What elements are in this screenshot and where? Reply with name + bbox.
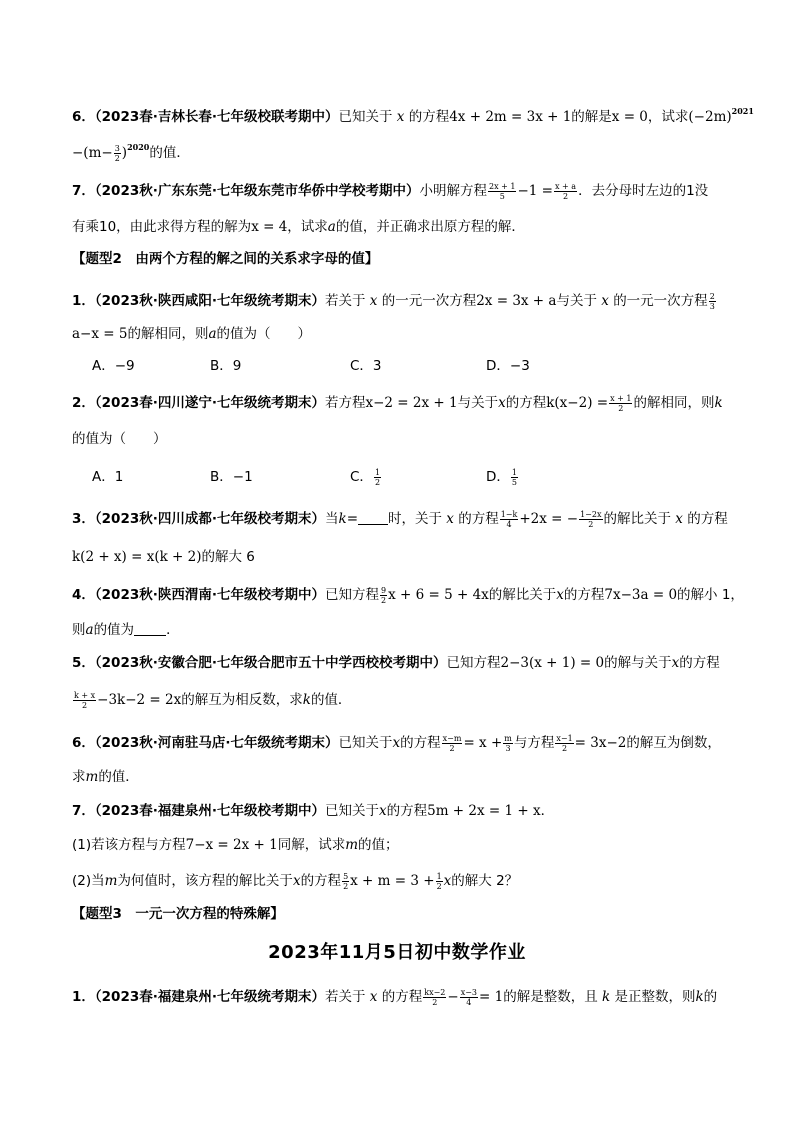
option-label: C． bbox=[350, 469, 373, 485]
text: 的解比关于 bbox=[603, 511, 671, 527]
question-number: 4． bbox=[72, 587, 95, 603]
question-7b-part1 bbox=[72, 835, 732, 855]
text: (2)当 bbox=[72, 873, 105, 889]
text: 的值为 bbox=[93, 622, 135, 638]
fill-blank[interactable] bbox=[358, 510, 388, 525]
denominator: 5 bbox=[511, 477, 517, 487]
section-heading: 【题型2 由两个方程的解之间的关系求字母的值】 bbox=[72, 251, 379, 267]
text: 的方程 bbox=[381, 989, 423, 1005]
variable: a bbox=[208, 326, 217, 342]
text: 的解相同，则 bbox=[127, 326, 209, 342]
equation: −3k−2 = 2x bbox=[97, 692, 182, 708]
question-1-line2 bbox=[72, 324, 732, 344]
question-source: （2023秋·广东东莞·七年级东莞市华侨中学校考期中） bbox=[94, 183, 420, 199]
text: 为何值时，该方程的解比关于 bbox=[117, 873, 293, 889]
exponent: 2021 bbox=[731, 106, 754, 116]
question-number: 6． bbox=[72, 109, 95, 125]
variable: m bbox=[104, 873, 118, 889]
question-number: 7． bbox=[72, 803, 95, 819]
option-b[interactable]: B．−1 bbox=[210, 469, 253, 485]
fraction bbox=[442, 734, 463, 753]
question-2 bbox=[72, 393, 732, 413]
question-7b bbox=[72, 801, 732, 821]
text: ． bbox=[540, 803, 555, 819]
fraction bbox=[114, 144, 121, 163]
question-2-line2 bbox=[72, 429, 732, 449]
text: 的值，并正确求出原方程的解． bbox=[335, 219, 525, 235]
question-source: （2023春·吉林长春·七年级校联考期中） bbox=[94, 109, 339, 125]
fraction bbox=[380, 586, 387, 605]
variable: x bbox=[601, 293, 609, 309]
question-6a-line2 bbox=[72, 137, 732, 163]
text: 的解大 6 bbox=[201, 549, 255, 565]
numerator: 1 bbox=[436, 871, 442, 881]
equation: 7−x = 2x + 1 bbox=[185, 837, 278, 853]
fraction bbox=[609, 394, 632, 413]
text: 的解互为倒数， bbox=[626, 735, 721, 751]
numerator: 1−k bbox=[500, 509, 518, 519]
variable: x bbox=[671, 655, 680, 671]
question-number: 7． bbox=[72, 183, 95, 199]
denominator: 4 bbox=[506, 519, 512, 529]
text: 的方程 bbox=[400, 735, 441, 751]
text: 若关于 bbox=[325, 989, 366, 1005]
question-source: （2023秋·陕西咸阳·七年级统考期末） bbox=[94, 293, 325, 309]
expression: +2x = − bbox=[519, 511, 579, 527]
text: 的方程 bbox=[505, 395, 547, 411]
variable: m bbox=[85, 769, 99, 785]
denominator: 2 bbox=[82, 700, 88, 710]
text: 的方程 bbox=[687, 511, 728, 527]
option-d[interactable]: D．−3 bbox=[486, 358, 530, 374]
text: 已知方程 bbox=[446, 655, 501, 671]
expression: (−2m) bbox=[688, 109, 732, 125]
text: 的方程 bbox=[563, 587, 605, 603]
equation: x + m = 3 + bbox=[350, 873, 435, 889]
fraction bbox=[500, 510, 519, 529]
denominator: 2 bbox=[114, 153, 120, 163]
text: 与方程 bbox=[513, 735, 555, 751]
numerator: 1 bbox=[511, 467, 517, 477]
text: 同解，试求 bbox=[277, 837, 346, 853]
solution: x = 4 bbox=[251, 219, 288, 235]
text: 的值为（ ） bbox=[72, 431, 167, 447]
question-source: （2023秋·河南驻马店·七年级统考期末） bbox=[94, 735, 339, 751]
text: 有乘10，由此求得方程的解为 bbox=[72, 219, 252, 235]
numerator: 1 bbox=[374, 467, 381, 477]
fraction bbox=[374, 468, 381, 487]
option-label: D． bbox=[486, 469, 510, 485]
variable: x bbox=[379, 803, 387, 819]
fraction bbox=[579, 510, 602, 529]
fraction bbox=[342, 872, 349, 891]
fraction bbox=[436, 872, 443, 891]
text: 求 bbox=[72, 769, 86, 785]
text: ． bbox=[166, 622, 180, 638]
text: ．去分母时左边的1没 bbox=[578, 183, 709, 199]
numerator: 9 bbox=[381, 585, 387, 595]
equation: x + 6 = 5 + 4x bbox=[388, 587, 489, 603]
equals-sign: = bbox=[346, 511, 358, 527]
denominator: 4 bbox=[466, 997, 472, 1007]
variable: k bbox=[302, 692, 311, 708]
denominator: 3 bbox=[505, 743, 511, 753]
denominator: 2 bbox=[343, 881, 349, 891]
fill-blank[interactable] bbox=[134, 621, 166, 636]
equation: 7x−3a = 0 bbox=[604, 587, 678, 603]
variable: x bbox=[369, 293, 378, 309]
text: 的值． bbox=[310, 692, 352, 708]
expression: = x + bbox=[463, 735, 503, 751]
equation: 4x + 2m = 3x + 1 bbox=[449, 109, 572, 125]
numerator: x−m bbox=[442, 733, 462, 743]
question-number: 5． bbox=[72, 655, 95, 671]
numerator: 2 bbox=[709, 291, 715, 301]
denominator: 2 bbox=[374, 477, 381, 487]
text: 的方程 bbox=[458, 511, 499, 527]
text: 小明解方程 bbox=[419, 183, 487, 199]
text: 的解比关于 bbox=[488, 587, 557, 603]
equation: a−x = 5 bbox=[72, 326, 128, 342]
variable: x bbox=[292, 873, 301, 889]
variable: x bbox=[443, 873, 452, 889]
question-source: （2023秋·陕西渭南·七年级校考期中） bbox=[94, 587, 325, 603]
question-number: 6． bbox=[72, 735, 95, 751]
text: 的解相同，则 bbox=[633, 395, 715, 411]
fraction bbox=[73, 691, 96, 710]
numerator: kx−2 bbox=[424, 987, 446, 997]
text: 的方程 bbox=[679, 655, 720, 671]
text: 则 bbox=[72, 622, 86, 638]
question-number: 2． bbox=[72, 395, 95, 411]
expression: −(m− bbox=[72, 145, 113, 161]
denominator: 2 bbox=[561, 743, 568, 753]
numerator: 5 bbox=[343, 871, 349, 881]
numerator: k + x bbox=[74, 690, 96, 700]
variable: a bbox=[327, 219, 336, 235]
fraction bbox=[503, 734, 513, 753]
denominator: 3 bbox=[709, 301, 715, 311]
text: (1)若该方程与方程 bbox=[72, 837, 186, 853]
numerator: x + 1 bbox=[610, 393, 632, 403]
text: 当 bbox=[325, 511, 339, 527]
text: 的解与关于 bbox=[604, 655, 672, 671]
variable: k bbox=[714, 395, 723, 411]
text: ，试求 bbox=[647, 109, 689, 125]
question-number: 1． bbox=[72, 989, 95, 1005]
text: 时，关于 bbox=[388, 511, 442, 527]
text: 已知关于 bbox=[338, 109, 393, 125]
text: 的解小 1， bbox=[677, 587, 744, 603]
option-a[interactable]: A．−9 bbox=[92, 358, 135, 374]
text: 若关于 bbox=[325, 293, 366, 309]
equation: k(2 + x) = x(k + 2) bbox=[72, 549, 202, 565]
question-4 bbox=[72, 585, 744, 605]
numerator: x + a bbox=[555, 181, 577, 191]
exponent: 2020 bbox=[127, 142, 150, 152]
question-7b-part2 bbox=[72, 871, 732, 891]
question-source: （2023秋·四川成都·七年级校考期末） bbox=[94, 511, 325, 527]
denominator: 2 bbox=[588, 519, 594, 529]
text: 的值为（ ） bbox=[216, 326, 312, 342]
variable: m bbox=[345, 837, 359, 853]
text: 的解是 bbox=[571, 109, 612, 125]
fraction bbox=[555, 734, 573, 753]
numerator: x−3 bbox=[460, 987, 477, 997]
question-number: 1． bbox=[72, 293, 95, 309]
denominator: 2 bbox=[618, 403, 624, 413]
solution: x = 0 bbox=[611, 109, 648, 125]
text: 的方程 bbox=[386, 803, 428, 819]
variable: x bbox=[369, 989, 378, 1005]
question-7a bbox=[72, 181, 732, 201]
equation: 2−3(x + 1) = 0 bbox=[500, 655, 605, 671]
denominator: 2 bbox=[562, 191, 569, 201]
numerator: 1−2x bbox=[580, 509, 602, 519]
text: 的一元一次方程 bbox=[381, 293, 477, 309]
denominator: 2 bbox=[432, 997, 438, 1007]
denominator: 2 bbox=[381, 595, 387, 605]
question-source: （2023春·福建泉州·七年级校考期中） bbox=[94, 803, 325, 819]
text: 的解互为相反数，求 bbox=[181, 692, 303, 708]
text: 的方程 bbox=[300, 873, 342, 889]
expression: −1 = bbox=[517, 183, 553, 199]
text: 的一元一次方程 bbox=[613, 293, 708, 309]
text: 已知关于 bbox=[338, 735, 393, 751]
denominator: 5 bbox=[499, 191, 505, 201]
variable: x bbox=[498, 395, 506, 411]
numerator: x−1 bbox=[556, 733, 573, 743]
variable: x bbox=[392, 735, 401, 751]
text: 的解大 2？ bbox=[451, 873, 519, 889]
question-6b bbox=[72, 733, 732, 753]
homework-banner: 2023年11月5日初中数学作业 bbox=[268, 942, 526, 963]
text: 的值． bbox=[149, 145, 190, 161]
denominator: 2 bbox=[436, 881, 442, 891]
fraction bbox=[511, 468, 518, 487]
question-6b-line2 bbox=[72, 767, 732, 787]
variable: x bbox=[446, 511, 454, 527]
expression: − bbox=[447, 989, 459, 1005]
variable: x bbox=[675, 511, 683, 527]
question-1c bbox=[72, 987, 732, 1007]
text: 与关于 bbox=[556, 293, 597, 309]
text: 是正整数，则 bbox=[614, 989, 696, 1005]
text: 已知方程 bbox=[325, 587, 379, 603]
variable: k bbox=[338, 511, 347, 527]
option-c[interactable]: C．3 bbox=[350, 358, 382, 374]
text: 已知关于 bbox=[325, 803, 379, 819]
variable: k bbox=[695, 989, 704, 1005]
option-d[interactable] bbox=[486, 467, 519, 487]
text: 的值． bbox=[98, 769, 139, 785]
question-number: 3． bbox=[72, 511, 95, 527]
option-a[interactable]: A．1 bbox=[92, 469, 124, 485]
equation: = 1 bbox=[479, 989, 504, 1005]
question-3-line2 bbox=[72, 547, 732, 567]
text: 的 bbox=[703, 989, 718, 1005]
question-1 bbox=[72, 291, 732, 311]
text: 若方程 bbox=[325, 395, 366, 411]
question-source: （2023秋·安徽合肥·七年级合肥市五十中学西校校考期中） bbox=[94, 655, 447, 671]
equation: k(x−2) = bbox=[546, 395, 609, 411]
fraction bbox=[488, 182, 516, 201]
fraction bbox=[709, 292, 716, 311]
section-heading: 【题型3 一元一次方程的特殊解】 bbox=[72, 906, 284, 922]
question-4-line2 bbox=[72, 620, 732, 640]
question-7a-line2 bbox=[72, 217, 732, 237]
text: 的值； bbox=[358, 837, 399, 853]
text: ，试求 bbox=[287, 219, 328, 235]
question-source: （2023春·四川遂宁·七年级统考期末） bbox=[94, 395, 325, 411]
question-5 bbox=[72, 653, 732, 673]
equation: x−2 = 2x + 1 bbox=[365, 395, 458, 411]
denominator: 2 bbox=[449, 743, 455, 753]
expression: ) bbox=[121, 145, 128, 161]
question-source: （2023春·福建泉州·七年级统考期末） bbox=[94, 989, 325, 1005]
fraction bbox=[423, 988, 446, 1007]
numerator: 2x + 1 bbox=[489, 181, 516, 191]
question-3 bbox=[72, 509, 732, 529]
option-c[interactable] bbox=[350, 467, 382, 487]
variable: x bbox=[556, 587, 564, 603]
numerator: 3 bbox=[114, 143, 120, 153]
variable: a bbox=[85, 622, 94, 638]
variable: x bbox=[396, 109, 405, 125]
equation: 5m + 2x = 1 + x bbox=[427, 803, 541, 819]
equation: 2x = 3x + a bbox=[476, 293, 557, 309]
fraction bbox=[460, 988, 478, 1007]
text: 与关于 bbox=[457, 395, 499, 411]
option-b[interactable]: B．9 bbox=[210, 358, 242, 374]
fraction bbox=[554, 182, 577, 201]
question-6a bbox=[72, 101, 754, 127]
equation: = 3x−2 bbox=[574, 735, 627, 751]
question-5-line2 bbox=[72, 690, 732, 710]
text: 的解是整数，且 bbox=[503, 989, 598, 1005]
numerator: m bbox=[504, 733, 512, 743]
variable: k bbox=[602, 989, 611, 1005]
text: 的方程 bbox=[408, 109, 450, 125]
